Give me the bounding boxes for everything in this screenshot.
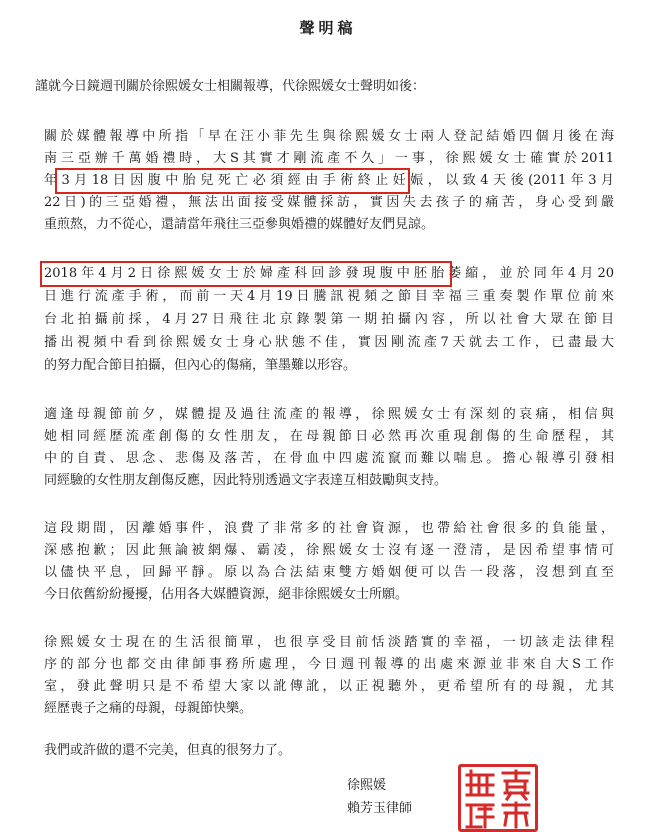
paragraph-line: 日進行流產手術，而前一天4月19日騰訊視頻之節目幸福三重奏製作單位前來 [44, 289, 614, 304]
paragraph-line: 同經驗的女性朋友創傷反應，因此特別透過文字表達互相鼓勵與支持。 [44, 473, 448, 488]
paragraph-line: 我們或許做的還不完美，但真的很努力了。 [44, 743, 292, 758]
paragraph-line: 台北拍攝前採，4月27日飛往北京錄製第一期拍攝內容，所以社會大眾在節目 [44, 312, 614, 327]
paragraph-line: 年3月18日因腹中胎兒死亡必須經由手術終止妊娠，以致4天後(2011年3月 [44, 173, 614, 188]
paragraph-line: 南三亞辦千萬婚禮時，大S其實才剛流產不久」一事，徐熙媛女士確實於2011 [44, 151, 614, 166]
paragraph-line: 今日依舊紛紛擾擾，佔用各大媒體資源，絕非徐熙媛女士所願。 [44, 587, 409, 602]
highlight-box-surgery [55, 168, 410, 194]
paragraph-line: 適逢母親節前夕，媒體提及過往流產的報導，徐熙媛女士有深刻的哀痛，相信與 [44, 407, 614, 422]
signatory-lawyer: 賴芳玉律師 [347, 801, 413, 816]
paragraph-line: 以儘快平息，回歸平靜。原以為合法結束雙方婚姻便可以告一段落，沒想到直至 [44, 565, 614, 580]
paragraph-line: 的努力配合節目拍攝，但內心的傷痛，筆墨難以形容。 [44, 358, 357, 373]
paragraph-line: 播出視頻中看到徐熙媛女士身心狀態不佳，實因剛流產7天就去工作，已盡最大 [44, 335, 614, 350]
seal-icon [461, 767, 535, 829]
paragraph-line: 序的部分也都交由律師事務所處理，今日週刊報導的出處來源並非來自大S工作 [44, 657, 614, 672]
signatory-name: 徐熙媛 [347, 778, 387, 793]
paragraph-line: 經歷喪子之痛的母親，母親節快樂。 [44, 701, 253, 716]
paragraph-line: 她相同經歷流產創傷的女性朋友，在母親節日必然再次重現創傷的生命歷程，其 [44, 429, 614, 444]
paragraph-line: 深感抱歉；因此無論被網爆、霸凌，徐熙媛女士沒有逐一澄清，是因希望事情可 [44, 543, 614, 558]
page-title: 聲明稿 [299, 19, 357, 37]
salutation: 謹就今日鏡週刊關於徐熙媛女士相關報導，代徐熙媛女士聲明如後： [35, 79, 426, 94]
paragraph-line: 中的自責、思念、悲傷及落苦，在骨血中四處流竄而難以喘息。擔心報導引發相 [44, 451, 614, 466]
paragraph-line: 徐熙媛女士現在的生活很簡單，也很享受目前恬淡踏實的幸福，一切該走法律程 [44, 635, 614, 650]
paragraph-line: 關於媒體報導中所指「早在汪小菲先生與徐熙媛女士兩人登記結婚四個月後在海 [44, 129, 614, 144]
paragraph-line: 室，發此聲明只是不希望大家以訛傳訛，以正視聽外，更希望所有的母親，尤其 [44, 679, 614, 694]
highlight-box-embryo [40, 261, 452, 287]
paragraph-line: 2018年4月2日徐熙媛女士於婦產科回診發現腹中胚胎萎縮，並於同年4月20 [44, 266, 614, 281]
paragraph-line: 22日)的三亞婚禮，無法出面接受媒體採訪，實因失去孩子的痛苦，身心受到嚴 [44, 195, 614, 210]
paragraph-line: 這段期間，因離婚事件，浪費了非常多的社會資源，也帶給社會很多的負能量， [44, 521, 614, 536]
paragraph-line: 重煎熬，力不從心，還請當年飛往三亞參與婚禮的媒體好友們見諒。 [44, 217, 435, 232]
